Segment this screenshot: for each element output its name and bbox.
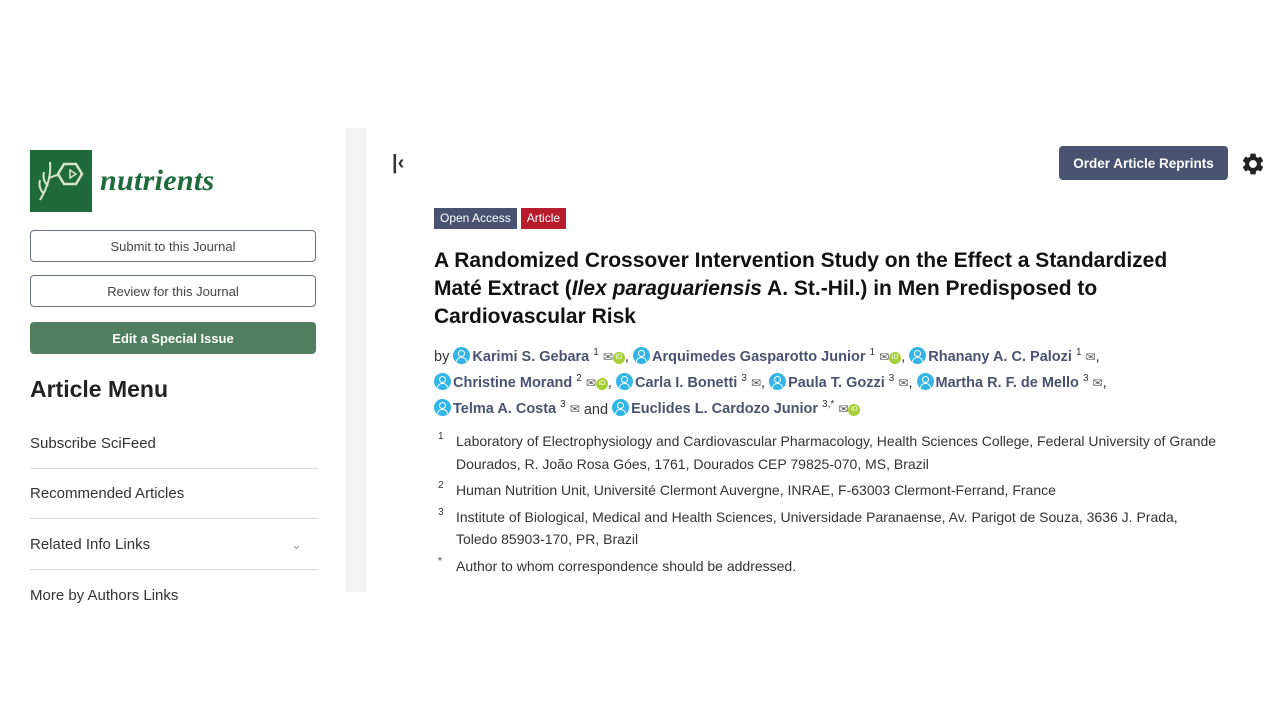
person-icon	[434, 373, 451, 390]
menu-item-label: Subscribe SciFeed	[30, 435, 156, 452]
title-species: Ilex paraguariensis	[571, 277, 762, 300]
article-badges	[434, 208, 566, 229]
person-icon	[434, 399, 451, 416]
author[interactable]: Carla I. Bonetti $^3$ ✉	[616, 375, 761, 391]
author[interactable]: Rhanany A. C. Palozi $^1$ ✉	[909, 349, 1095, 365]
affiliation: 3 Institute of Biological, Medical and Health Sciences, Universidade Paranaense, Av. Parigot de Souza, 3636 J. Prada, Toledo 85903-170, PR, Brazil	[438, 506, 1178, 547]
article-type-badge: Article	[521, 208, 566, 229]
person-icon	[633, 347, 650, 364]
author[interactable]: Euclides L. Cardozo Junior $^{3,*}$ ✉ iD	[612, 401, 860, 417]
menu-item-label: More by Authors Links	[30, 586, 179, 604]
affiliations	[438, 430, 1218, 581]
orcid-icon[interactable]: iD	[613, 352, 625, 364]
person-icon	[917, 373, 934, 390]
chevron-down-icon: ⌄	[291, 536, 302, 552]
submit-button[interactable]: Submit to this Journal	[30, 230, 316, 262]
menu-item-related-info[interactable]	[30, 520, 318, 570]
author[interactable]: Arquimedes Gasparotto Junior $^1$ ✉ iD	[633, 349, 901, 365]
and-label: and	[583, 401, 609, 418]
mail-icon[interactable]: ✉	[585, 376, 596, 391]
orcid-icon[interactable]: iD	[848, 404, 860, 416]
special-issue-button[interactable]: Edit a Special Issue	[30, 322, 316, 354]
title-text: A Randomized Crossover Intervention Study on the Effect a Standardized Maté Extract (	[434, 249, 1168, 300]
title-text: A. St.-Hil.) in Men Predisposed to Cardiovascular Risk	[434, 277, 1098, 328]
author[interactable]: Karimi S. Gebara $^1$ ✉ iD	[453, 349, 625, 365]
sidebar-divider	[346, 128, 366, 592]
person-icon	[616, 373, 633, 390]
journal-logo-icon	[30, 150, 92, 212]
person-icon	[769, 373, 786, 390]
journal-name: nutrients	[100, 164, 215, 197]
author[interactable]: Telma A. Costa $^3$ ✉	[434, 401, 580, 417]
article-title	[434, 247, 1174, 331]
author-list: by Karimi S. Gebara $^1$ ✉ iD , Arquimedes Gasparotto Junior $^1$ ✉ iD , Rhanany A. C. Palozi $^1$ ✉, Christine Morand $^2$ ✉ iD , Carla I. Bonetti $^3$ ✉, Paula T. Gozzi $^3$ ✉, Martha R. F. de Mello $^3$ ✉, Telma A. Costa $^3$ ✉ and Euclides L. Cardozo Junior $^{3,*}$ ✉ iD	[434, 347, 1107, 418]
order-reprints-button[interactable]: Order Article Reprints	[1059, 146, 1228, 180]
mail-icon[interactable]: ✉	[898, 376, 909, 391]
menu-item-label: Related Info Links	[30, 536, 151, 553]
mail-icon[interactable]: ✉	[1085, 349, 1096, 364]
person-icon	[612, 399, 629, 416]
mail-icon[interactable]: ✉	[838, 402, 849, 417]
orcid-icon[interactable]: iD	[889, 352, 901, 364]
menu-item-scifeed[interactable]	[30, 419, 318, 469]
affiliation: 1 Laboratory of Electrophysiology and Cardiovascular Pharmacology, Health Sciences College, Federal University of Grande Dourados, R. João Rosa Góes, 1761, Dourados CEP 79825-070, MS, Brazil	[438, 431, 1217, 472]
article-menu-title: Article Menu	[30, 376, 169, 402]
menu-item-more-by-authors[interactable]	[30, 570, 318, 620]
affiliation: 2 Human Nutrition Unit, Université Clermont Auvergne, INRAE, F-63003 Clermont-Ferrand, France	[438, 480, 1056, 498]
mail-icon[interactable]: ✉	[602, 349, 613, 364]
affiliation: * Author to whom correspondence should be addressed.	[438, 555, 797, 574]
mail-icon[interactable]: ✉	[879, 349, 890, 364]
review-button[interactable]: Review for this Journal	[30, 275, 316, 307]
person-icon	[909, 347, 926, 364]
open-access-badge: Open Access	[434, 208, 517, 229]
journal-logo[interactable]	[30, 150, 214, 212]
mail-icon[interactable]: ✉	[750, 376, 761, 391]
gear-icon[interactable]	[1240, 151, 1266, 182]
sidebar	[0, 128, 346, 604]
by-label: by	[434, 348, 450, 365]
menu-item-recommended[interactable]	[30, 469, 318, 519]
mail-icon[interactable]: ✉	[1092, 376, 1103, 391]
author[interactable]: Paula T. Gozzi $^3$ ✉	[769, 375, 908, 391]
mail-icon[interactable]: ✉	[569, 402, 580, 417]
author[interactable]: Martha R. F. de Mello $^3$ ✉	[917, 375, 1103, 391]
person-icon	[453, 347, 470, 364]
orcid-icon[interactable]: iD	[596, 378, 608, 390]
menu-item-label: Recommended Articles	[30, 485, 185, 502]
collapse-left-icon[interactable]: |‹	[392, 152, 405, 174]
author[interactable]: Christine Morand $^2$ ✉ iD	[434, 375, 608, 391]
